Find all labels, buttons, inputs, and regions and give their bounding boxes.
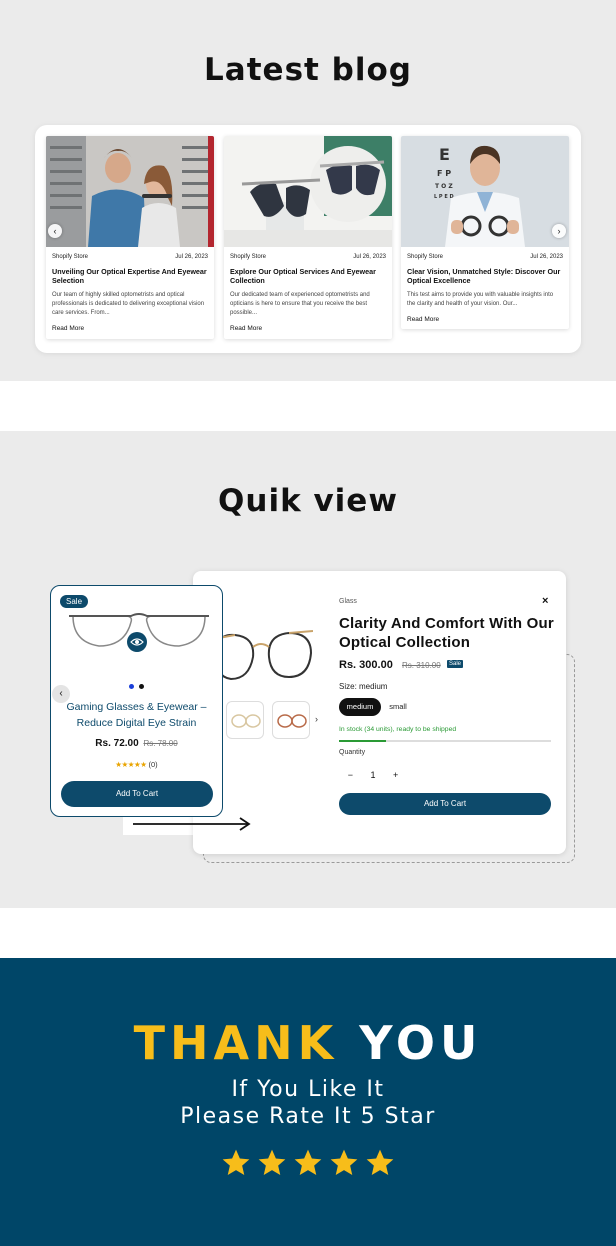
blog-post-image[interactable] — [46, 136, 214, 247]
product-card[interactable] — [50, 585, 223, 817]
you-word: YOU — [359, 1016, 483, 1070]
svg-text:L P E D: L P E D — [434, 194, 454, 200]
quantity-input[interactable]: 1 — [370, 770, 376, 780]
size-option-small[interactable]: small — [385, 698, 411, 716]
svg-text:F P: F P — [437, 169, 452, 178]
product-thumbnail[interactable] — [226, 701, 264, 739]
blog-post-image[interactable] — [401, 136, 569, 247]
product-vendor: Glass — [339, 598, 357, 605]
image-dots — [129, 684, 144, 689]
carousel-prev-button[interactable]: ‹ — [48, 224, 62, 238]
blog-post-date: Jul 26, 2023 — [530, 254, 563, 260]
product-thumbnail[interactable] — [272, 701, 310, 739]
quick-view-heading: Quik view — [218, 483, 398, 519]
blog-post-excerpt: This test aims to provide you with valuable insights into the clarity and health of your vision. Our... — [407, 292, 554, 307]
blog-post-title[interactable]: Explore Our Optical Services And Eyewear Collection — [230, 267, 376, 285]
modal-add-to-cart-button[interactable]: Add To Cart — [339, 793, 551, 815]
size-label: Size: medium — [339, 682, 388, 691]
product-price: Rs. 300.00 — [339, 659, 393, 671]
blog-post-meta — [230, 254, 386, 260]
product-main-image[interactable] — [213, 613, 313, 685]
blog-post-title[interactable]: Clear Vision, Unmatched Style: Discover Our Optical Excellence — [407, 267, 561, 285]
carousel-next-button[interactable]: › — [552, 224, 566, 238]
blog-post-card[interactable] — [46, 136, 214, 339]
card-prev-button[interactable]: ‹ — [52, 685, 70, 703]
star-rating-icons: ★★★★★ — [115, 760, 147, 769]
blog-post-title[interactable]: Unveiling Our Optical Expertise And Eyewear Selection — [52, 267, 207, 285]
image-dot[interactable] — [139, 684, 144, 689]
stock-progress-fill — [339, 740, 386, 742]
star-icon — [292, 1147, 324, 1179]
thank-you-section — [0, 958, 616, 1246]
blog-carousel — [35, 125, 581, 353]
blog-post-image[interactable] — [224, 136, 392, 247]
product-card-title[interactable]: Gaming Glasses & Eyewear – Reduce Digital Eye Strain — [66, 701, 207, 729]
product-compare-price: Rs. 310.00 — [402, 661, 441, 670]
card-add-to-cart-button[interactable]: Add To Cart — [61, 781, 213, 807]
svg-text:T O Z: T O Z — [435, 183, 453, 190]
latest-blog-heading: Latest blog — [204, 52, 412, 88]
quantity-label: Quantity — [339, 749, 366, 756]
quantity-stepper — [339, 764, 407, 786]
thank-you-line-1: If You Like It — [231, 1077, 385, 1102]
blog-post-meta — [52, 254, 208, 260]
sale-badge: Sale — [60, 595, 88, 608]
thumbnail-next-icon[interactable]: › — [315, 714, 318, 724]
blog-post-excerpt: Our dedicated team of experienced optometrists and opticians is here to ensure that you receive the best possible... — [230, 292, 370, 316]
thank-word: THANK — [133, 1016, 339, 1070]
quick-view-section — [0, 431, 616, 908]
blog-post-store: Shopify Store — [230, 254, 267, 260]
product-card-rating — [51, 760, 222, 769]
blog-post-card[interactable] — [401, 136, 569, 329]
read-more-link[interactable]: Read More — [230, 325, 263, 332]
quantity-decrease-button[interactable]: − — [347, 770, 353, 780]
read-more-link[interactable]: Read More — [407, 316, 440, 323]
product-card-price-row — [51, 738, 222, 749]
image-dot-active[interactable] — [129, 684, 134, 689]
star-icon — [328, 1147, 360, 1179]
stock-progress-bar — [339, 740, 551, 742]
product-title: Clarity And Comfort With Our Optical Collection — [339, 615, 554, 651]
review-count: (0) — [148, 760, 158, 769]
stock-status: In stock (34 units), ready to be shipped — [339, 726, 457, 733]
latest-blog-section — [0, 0, 616, 381]
blog-post-date: Jul 26, 2023 — [175, 254, 208, 260]
quantity-increase-button[interactable]: + — [393, 770, 399, 780]
svg-text:E: E — [439, 145, 450, 164]
blog-post-date: Jul 26, 2023 — [353, 254, 386, 260]
quick-view-modal — [193, 571, 566, 854]
blog-post-excerpt: Our team of highly skilled optometrists and optical professionals is dedicated to delivering exceptional vision care services. From... — [52, 292, 205, 316]
five-star-rating — [0, 1147, 616, 1184]
sale-badge: Sale — [449, 661, 462, 667]
right-arrow-icon — [133, 814, 253, 834]
star-icon — [256, 1147, 288, 1179]
close-icon[interactable]: × — [542, 595, 549, 607]
blog-post-card[interactable] — [224, 136, 392, 339]
thank-you-heading — [0, 1016, 616, 1070]
blog-post-meta — [407, 254, 563, 260]
star-icon — [364, 1147, 396, 1179]
size-option-medium[interactable]: medium — [339, 698, 381, 716]
product-card-compare-price: Rs. 78.00 — [143, 739, 178, 748]
blog-post-store: Shopify Store — [52, 254, 89, 260]
blog-post-store: Shopify Store — [407, 254, 444, 260]
product-card-price: Rs. 72.00 — [95, 738, 139, 749]
read-more-link[interactable]: Read More — [52, 325, 85, 332]
star-icon — [220, 1147, 252, 1179]
quick-view-eye-icon[interactable] — [127, 632, 147, 652]
thank-you-line-2: Please Rate It 5 Star — [180, 1104, 436, 1129]
